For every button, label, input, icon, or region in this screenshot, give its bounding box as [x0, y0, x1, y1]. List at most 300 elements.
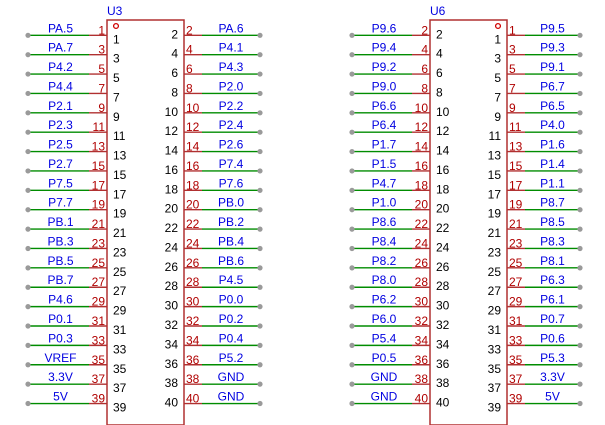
pin-number: 25	[91, 255, 105, 270]
pin-inner-number: 14	[164, 143, 178, 158]
connection-point-icon	[257, 130, 262, 135]
pin-number: 5	[98, 62, 105, 77]
pin-number: 15	[509, 158, 523, 173]
pin-inner-number: 34	[436, 337, 450, 352]
pin-inner-number: 17	[487, 187, 501, 202]
pin-inner-number: 11	[113, 129, 126, 144]
connection-point-icon	[25, 207, 30, 212]
pin-number: 40	[186, 391, 200, 406]
pin-number: 11	[92, 120, 105, 135]
net-label: P6.0	[371, 312, 397, 326]
pin-inner-number: 10	[164, 104, 178, 119]
pin-number: 5	[509, 62, 516, 77]
net-label: P4.0	[540, 118, 565, 133]
pin-number: 22	[414, 217, 428, 232]
pin-inner-number: 35	[113, 361, 127, 376]
connection-point-icon	[25, 52, 30, 57]
net-label: PA.5	[47, 21, 74, 36]
net-label: P7.5	[48, 176, 73, 191]
connection-point-icon	[25, 91, 30, 96]
pin-number: 23	[509, 236, 523, 251]
pin-inner-number: 22	[164, 221, 178, 236]
pin-number: 34	[186, 333, 200, 348]
connection-point-icon	[577, 149, 582, 154]
connection-point-icon	[349, 401, 354, 406]
pin-inner-number: 30	[164, 298, 178, 313]
net-label: PB.3	[47, 234, 74, 249]
pin-inner-number: 28	[436, 279, 450, 294]
net-label: P0.6	[540, 331, 565, 346]
connection-point-icon	[577, 246, 582, 251]
component-u6	[349, 4, 582, 425]
pin-number: 8	[421, 81, 428, 96]
pin-number: 26	[186, 255, 200, 270]
pin-number: 12	[414, 120, 428, 135]
connection-point-icon	[25, 304, 30, 309]
connection-point-icon	[25, 71, 30, 76]
net-label: P0.4	[218, 331, 244, 346]
pin-number: 23	[91, 236, 105, 251]
pin-inner-number: 10	[436, 104, 450, 119]
connection-point-icon	[25, 343, 30, 348]
net-label: GND	[217, 389, 245, 404]
net-label: P0.7	[540, 312, 565, 326]
pin-inner-number: 34	[164, 337, 178, 352]
pin-right[interactable]	[171, 41, 262, 61]
pin-left[interactable]	[349, 79, 443, 99]
pin-number: 30	[186, 294, 200, 309]
connection-point-icon	[577, 33, 582, 38]
pin-number: 25	[509, 255, 523, 270]
pin-inner-number: 16	[436, 162, 450, 177]
connection-point-icon	[25, 130, 30, 135]
connection-point-icon	[577, 362, 582, 367]
net-label: P7.7	[48, 195, 73, 210]
connection-point-icon	[577, 304, 582, 309]
component-reference: U6	[430, 4, 446, 18]
connection-point-icon	[25, 382, 30, 387]
pin-number: 7	[98, 81, 105, 96]
pin-left[interactable]	[349, 41, 443, 61]
connection-point-icon	[349, 227, 354, 232]
connection-point-icon	[257, 110, 262, 115]
net-label: P5.3	[540, 350, 565, 365]
connection-point-icon	[577, 401, 582, 406]
net-label: P6.3	[540, 273, 565, 288]
pin-inner-number: 2	[171, 27, 178, 42]
net-label: P4.6	[48, 292, 73, 307]
pin-inner-number: 28	[164, 279, 178, 294]
pin-number: 14	[414, 139, 428, 154]
pin-number: 3	[509, 42, 516, 57]
pin-number: 8	[186, 81, 193, 96]
connection-point-icon	[257, 401, 262, 406]
pin-inner-number: 23	[487, 245, 501, 260]
connection-point-icon	[349, 304, 354, 309]
connection-point-icon	[257, 71, 262, 76]
connection-point-icon	[349, 52, 354, 57]
connection-point-icon	[577, 188, 582, 193]
pin-number: 10	[186, 100, 200, 115]
connection-point-icon	[577, 265, 582, 270]
pin-number: 24	[414, 236, 428, 251]
pin-inner-number: 19	[113, 206, 127, 221]
pin-inner-number: 14	[436, 143, 450, 158]
net-label: P6.5	[540, 98, 565, 113]
net-label: P8.4	[371, 234, 397, 249]
connection-point-icon	[349, 323, 354, 328]
pin-inner-number: 7	[494, 90, 501, 105]
pin-number: 9	[509, 100, 516, 115]
pin-inner-number: 31	[487, 323, 501, 337]
pin-right[interactable]	[171, 79, 262, 99]
connection-point-icon	[257, 227, 262, 232]
pin-number: 20	[414, 197, 428, 212]
pin-inner-number: 25	[113, 264, 127, 279]
pin-inner-number: 36	[164, 356, 178, 371]
pin-number: 21	[509, 217, 523, 232]
net-label: P4.4	[48, 79, 73, 94]
pin-number: 29	[91, 294, 105, 309]
connection-point-icon	[257, 188, 262, 193]
pin-number: 36	[186, 352, 200, 367]
pin-left[interactable]	[349, 21, 443, 41]
net-label: GND	[217, 370, 245, 385]
pin-inner-number: 3	[113, 51, 120, 66]
pin-right[interactable]	[171, 60, 262, 80]
connection-point-icon	[577, 207, 582, 212]
pin-number: 6	[186, 62, 193, 77]
pin-inner-number: 15	[487, 167, 501, 182]
pin-inner-number: 36	[436, 356, 450, 371]
connection-point-icon	[349, 207, 354, 212]
pin-number: 37	[91, 372, 105, 387]
connection-point-icon	[25, 323, 30, 328]
pin-number: 18	[414, 178, 428, 193]
pin-inner-number: 18	[164, 182, 178, 197]
pin-number: 1	[98, 23, 105, 38]
net-label: 3.3V	[48, 370, 73, 385]
net-label: P0.3	[48, 331, 73, 346]
pin-inner-number: 25	[487, 264, 501, 279]
pin-number: 36	[414, 352, 428, 367]
net-label: PB.5	[47, 253, 74, 268]
net-label: P9.0	[371, 79, 397, 94]
net-label: P0.1	[48, 312, 73, 326]
pin-number: 15	[91, 158, 105, 173]
pin-number: 19	[91, 197, 105, 212]
connection-point-icon	[257, 265, 262, 270]
pin-number: 17	[91, 178, 105, 193]
pin-number: 32	[414, 314, 428, 328]
pin-inner-number: 40	[436, 395, 450, 410]
net-label: GND	[370, 370, 398, 385]
connection-point-icon	[349, 188, 354, 193]
net-label: P6.1	[540, 292, 565, 307]
pin-number: 27	[91, 275, 105, 290]
net-label: P5.2	[218, 350, 244, 365]
net-label: P1.0	[371, 195, 397, 210]
connection-point-icon	[25, 168, 30, 173]
pin-inner-number: 32	[164, 318, 178, 332]
connection-point-icon	[349, 382, 354, 387]
pin-inner-number: 39	[113, 400, 127, 415]
pin-inner-number: 16	[164, 162, 178, 177]
connection-point-icon	[349, 285, 354, 290]
pin-inner-number: 12	[164, 124, 178, 139]
net-label: VREF	[44, 350, 77, 365]
pin-number: 31	[509, 314, 523, 328]
pin-inner-number: 13	[113, 148, 127, 163]
pin-number: 4	[421, 42, 428, 57]
net-label: P8.2	[371, 253, 397, 268]
pin-inner-number: 7	[113, 90, 120, 105]
net-label: P1.7	[371, 137, 397, 152]
pin-number: 39	[509, 391, 523, 406]
pin-number: 14	[186, 139, 200, 154]
pin-number: 28	[186, 275, 200, 290]
net-label: P1.4	[540, 156, 565, 171]
connection-point-icon	[349, 265, 354, 270]
connection-point-icon	[257, 285, 262, 290]
pin-inner-number: 29	[113, 303, 127, 318]
pin-number: 6	[421, 62, 428, 77]
pin-inner-number: 13	[487, 148, 501, 163]
net-label: PB.1	[47, 215, 74, 230]
pin-inner-number: 38	[164, 376, 178, 391]
net-label: P4.7	[371, 176, 397, 191]
pin-number: 33	[91, 333, 105, 348]
connection-point-icon	[577, 52, 582, 57]
pin-inner-number: 1	[494, 32, 501, 47]
connection-point-icon	[257, 246, 262, 251]
connection-point-icon	[25, 188, 30, 193]
pin-number: 32	[186, 314, 200, 328]
pin-number: 4	[186, 42, 193, 57]
pin-inner-number: 32	[436, 318, 450, 332]
pin-inner-number: 19	[487, 206, 501, 221]
net-label: P9.4	[371, 40, 397, 55]
pin-inner-number: 33	[113, 342, 127, 357]
connection-point-icon	[577, 168, 582, 173]
pin-inner-number: 33	[487, 342, 501, 357]
pin-number: 12	[186, 120, 200, 135]
connection-point-icon	[257, 207, 262, 212]
pin-inner-number: 15	[113, 167, 127, 182]
connection-point-icon	[577, 71, 582, 76]
pin-number: 2	[421, 23, 428, 38]
pin-inner-number: 4	[436, 46, 443, 61]
net-label: P7.4	[218, 156, 244, 171]
pin-number: 37	[509, 372, 523, 387]
net-label: 5V	[545, 389, 560, 404]
pin-number: 7	[509, 81, 516, 96]
connection-point-icon	[577, 130, 582, 135]
connection-point-icon	[349, 33, 354, 38]
pin-number: 40	[414, 391, 428, 406]
pin-inner-number: 9	[113, 109, 120, 124]
pin-inner-number: 4	[171, 46, 178, 61]
connection-point-icon	[25, 362, 30, 367]
net-label: P4.1	[218, 40, 244, 55]
pin-number: 11	[509, 120, 522, 135]
pin-inner-number: 11	[488, 129, 501, 144]
net-label: P6.7	[540, 79, 565, 94]
net-label: P2.6	[218, 137, 244, 152]
pin-left[interactable]	[349, 60, 443, 80]
connection-point-icon	[257, 362, 262, 367]
connection-point-icon	[349, 362, 354, 367]
pin-inner-number: 30	[436, 298, 450, 313]
pin-inner-number: 26	[436, 259, 450, 274]
connection-point-icon	[25, 227, 30, 232]
pin-inner-number: 21	[487, 226, 501, 241]
pin-number: 24	[186, 236, 200, 251]
connection-point-icon	[25, 246, 30, 251]
pin-number: 38	[186, 372, 200, 387]
net-label: P8.5	[540, 215, 565, 230]
connection-point-icon	[25, 110, 30, 115]
pin-number: 26	[414, 255, 428, 270]
pin-inner-number: 6	[171, 66, 178, 81]
net-label: P8.1	[540, 253, 565, 268]
net-label: PA.6	[218, 21, 244, 36]
pin-number: 16	[414, 158, 428, 173]
connection-point-icon	[25, 285, 30, 290]
pin-number: 22	[186, 217, 200, 232]
net-label: P0.0	[218, 292, 244, 307]
pin-number: 1	[509, 23, 516, 38]
connection-point-icon	[257, 168, 262, 173]
pin-number: 18	[186, 178, 200, 193]
pin-number: 35	[91, 352, 105, 367]
pin-inner-number: 12	[436, 124, 450, 139]
pin-inner-number: 24	[436, 240, 450, 255]
pin-number: 3	[98, 42, 105, 57]
connection-point-icon	[25, 149, 30, 154]
net-label: P9.1	[540, 60, 565, 75]
pin-number: 16	[186, 158, 200, 173]
pin-number: 17	[509, 178, 523, 193]
net-label: P2.7	[48, 156, 73, 171]
pin-inner-number: 37	[487, 381, 501, 396]
pin-inner-number: 37	[113, 381, 127, 396]
pin-number: 27	[509, 275, 523, 290]
pin-inner-number: 5	[113, 71, 120, 86]
net-label: 5V	[53, 389, 68, 404]
pin-number: 31	[91, 314, 105, 328]
connection-point-icon	[349, 71, 354, 76]
pin-number: 38	[414, 372, 428, 387]
net-label: P6.2	[371, 292, 397, 307]
net-label: P2.0	[218, 79, 244, 94]
net-label: PB.7	[47, 273, 74, 288]
pin-number: 10	[414, 100, 428, 115]
component-reference: U3	[107, 4, 123, 18]
net-label: GND	[370, 389, 398, 404]
net-label: P8.3	[540, 234, 565, 249]
pin-inner-number: 40	[164, 395, 178, 410]
connection-point-icon	[257, 149, 262, 154]
connection-point-icon	[25, 265, 30, 270]
net-label: PB.4	[217, 234, 245, 249]
net-label: P9.5	[540, 21, 565, 36]
net-label: 3.3V	[540, 370, 565, 385]
connection-point-icon	[257, 382, 262, 387]
pin-inner-number: 6	[436, 66, 443, 81]
pin-inner-number: 1	[113, 32, 120, 47]
net-label: P9.2	[371, 60, 397, 75]
pin-inner-number: 26	[164, 259, 178, 274]
connection-point-icon	[257, 323, 262, 328]
net-label: P2.4	[218, 118, 244, 133]
pin-inner-number: 18	[436, 182, 450, 197]
pin-inner-number: 20	[436, 201, 450, 216]
connection-point-icon	[349, 149, 354, 154]
net-label: P1.1	[540, 176, 565, 191]
net-label: P5.4	[371, 331, 397, 346]
pin-inner-number: 31	[113, 323, 127, 337]
connection-point-icon	[349, 91, 354, 96]
pin-number: 33	[509, 333, 523, 348]
pin-inner-number: 8	[171, 85, 178, 100]
pin-inner-number: 23	[113, 245, 127, 260]
pin-inner-number: 3	[494, 51, 501, 66]
pin-right[interactable]	[171, 21, 262, 41]
connection-point-icon	[577, 110, 582, 115]
pin-inner-number: 5	[494, 71, 501, 86]
net-label: P8.6	[371, 215, 397, 230]
pin-number: 30	[414, 294, 428, 309]
connection-point-icon	[577, 382, 582, 387]
connection-point-icon	[257, 52, 262, 57]
connection-point-icon	[257, 304, 262, 309]
connection-point-icon	[25, 401, 30, 406]
connection-point-icon	[257, 343, 262, 348]
pin-number: 19	[509, 197, 523, 212]
net-label: PB.6	[217, 253, 245, 268]
pin-inner-number: 2	[436, 27, 443, 42]
net-label: P6.4	[371, 118, 397, 133]
pin-number: 28	[414, 275, 428, 290]
pin-number: 39	[91, 391, 105, 406]
pin-inner-number: 35	[487, 361, 501, 376]
net-label: PB.0	[217, 195, 245, 210]
net-label: P2.5	[48, 137, 73, 152]
pin-inner-number: 9	[494, 109, 501, 124]
pin-number: 13	[91, 139, 105, 154]
net-label: P1.6	[540, 137, 565, 152]
pin-inner-number: 27	[487, 284, 501, 299]
connection-point-icon	[349, 130, 354, 135]
pin-number: 29	[509, 294, 523, 309]
connection-point-icon	[577, 227, 582, 232]
connection-point-icon	[577, 343, 582, 348]
net-label: P4.2	[48, 60, 73, 75]
pin-number: 20	[186, 197, 200, 212]
connection-point-icon	[349, 168, 354, 173]
pin-number: 21	[91, 217, 105, 232]
net-label: P0.5	[371, 350, 397, 365]
net-label: P7.6	[218, 176, 244, 191]
pin-inner-number: 17	[113, 187, 127, 202]
pin-number: 2	[186, 23, 193, 38]
net-label: P2.3	[48, 118, 73, 133]
pin-inner-number: 22	[436, 221, 450, 236]
connection-point-icon	[349, 110, 354, 115]
connection-point-icon	[349, 246, 354, 251]
connection-point-icon	[577, 285, 582, 290]
